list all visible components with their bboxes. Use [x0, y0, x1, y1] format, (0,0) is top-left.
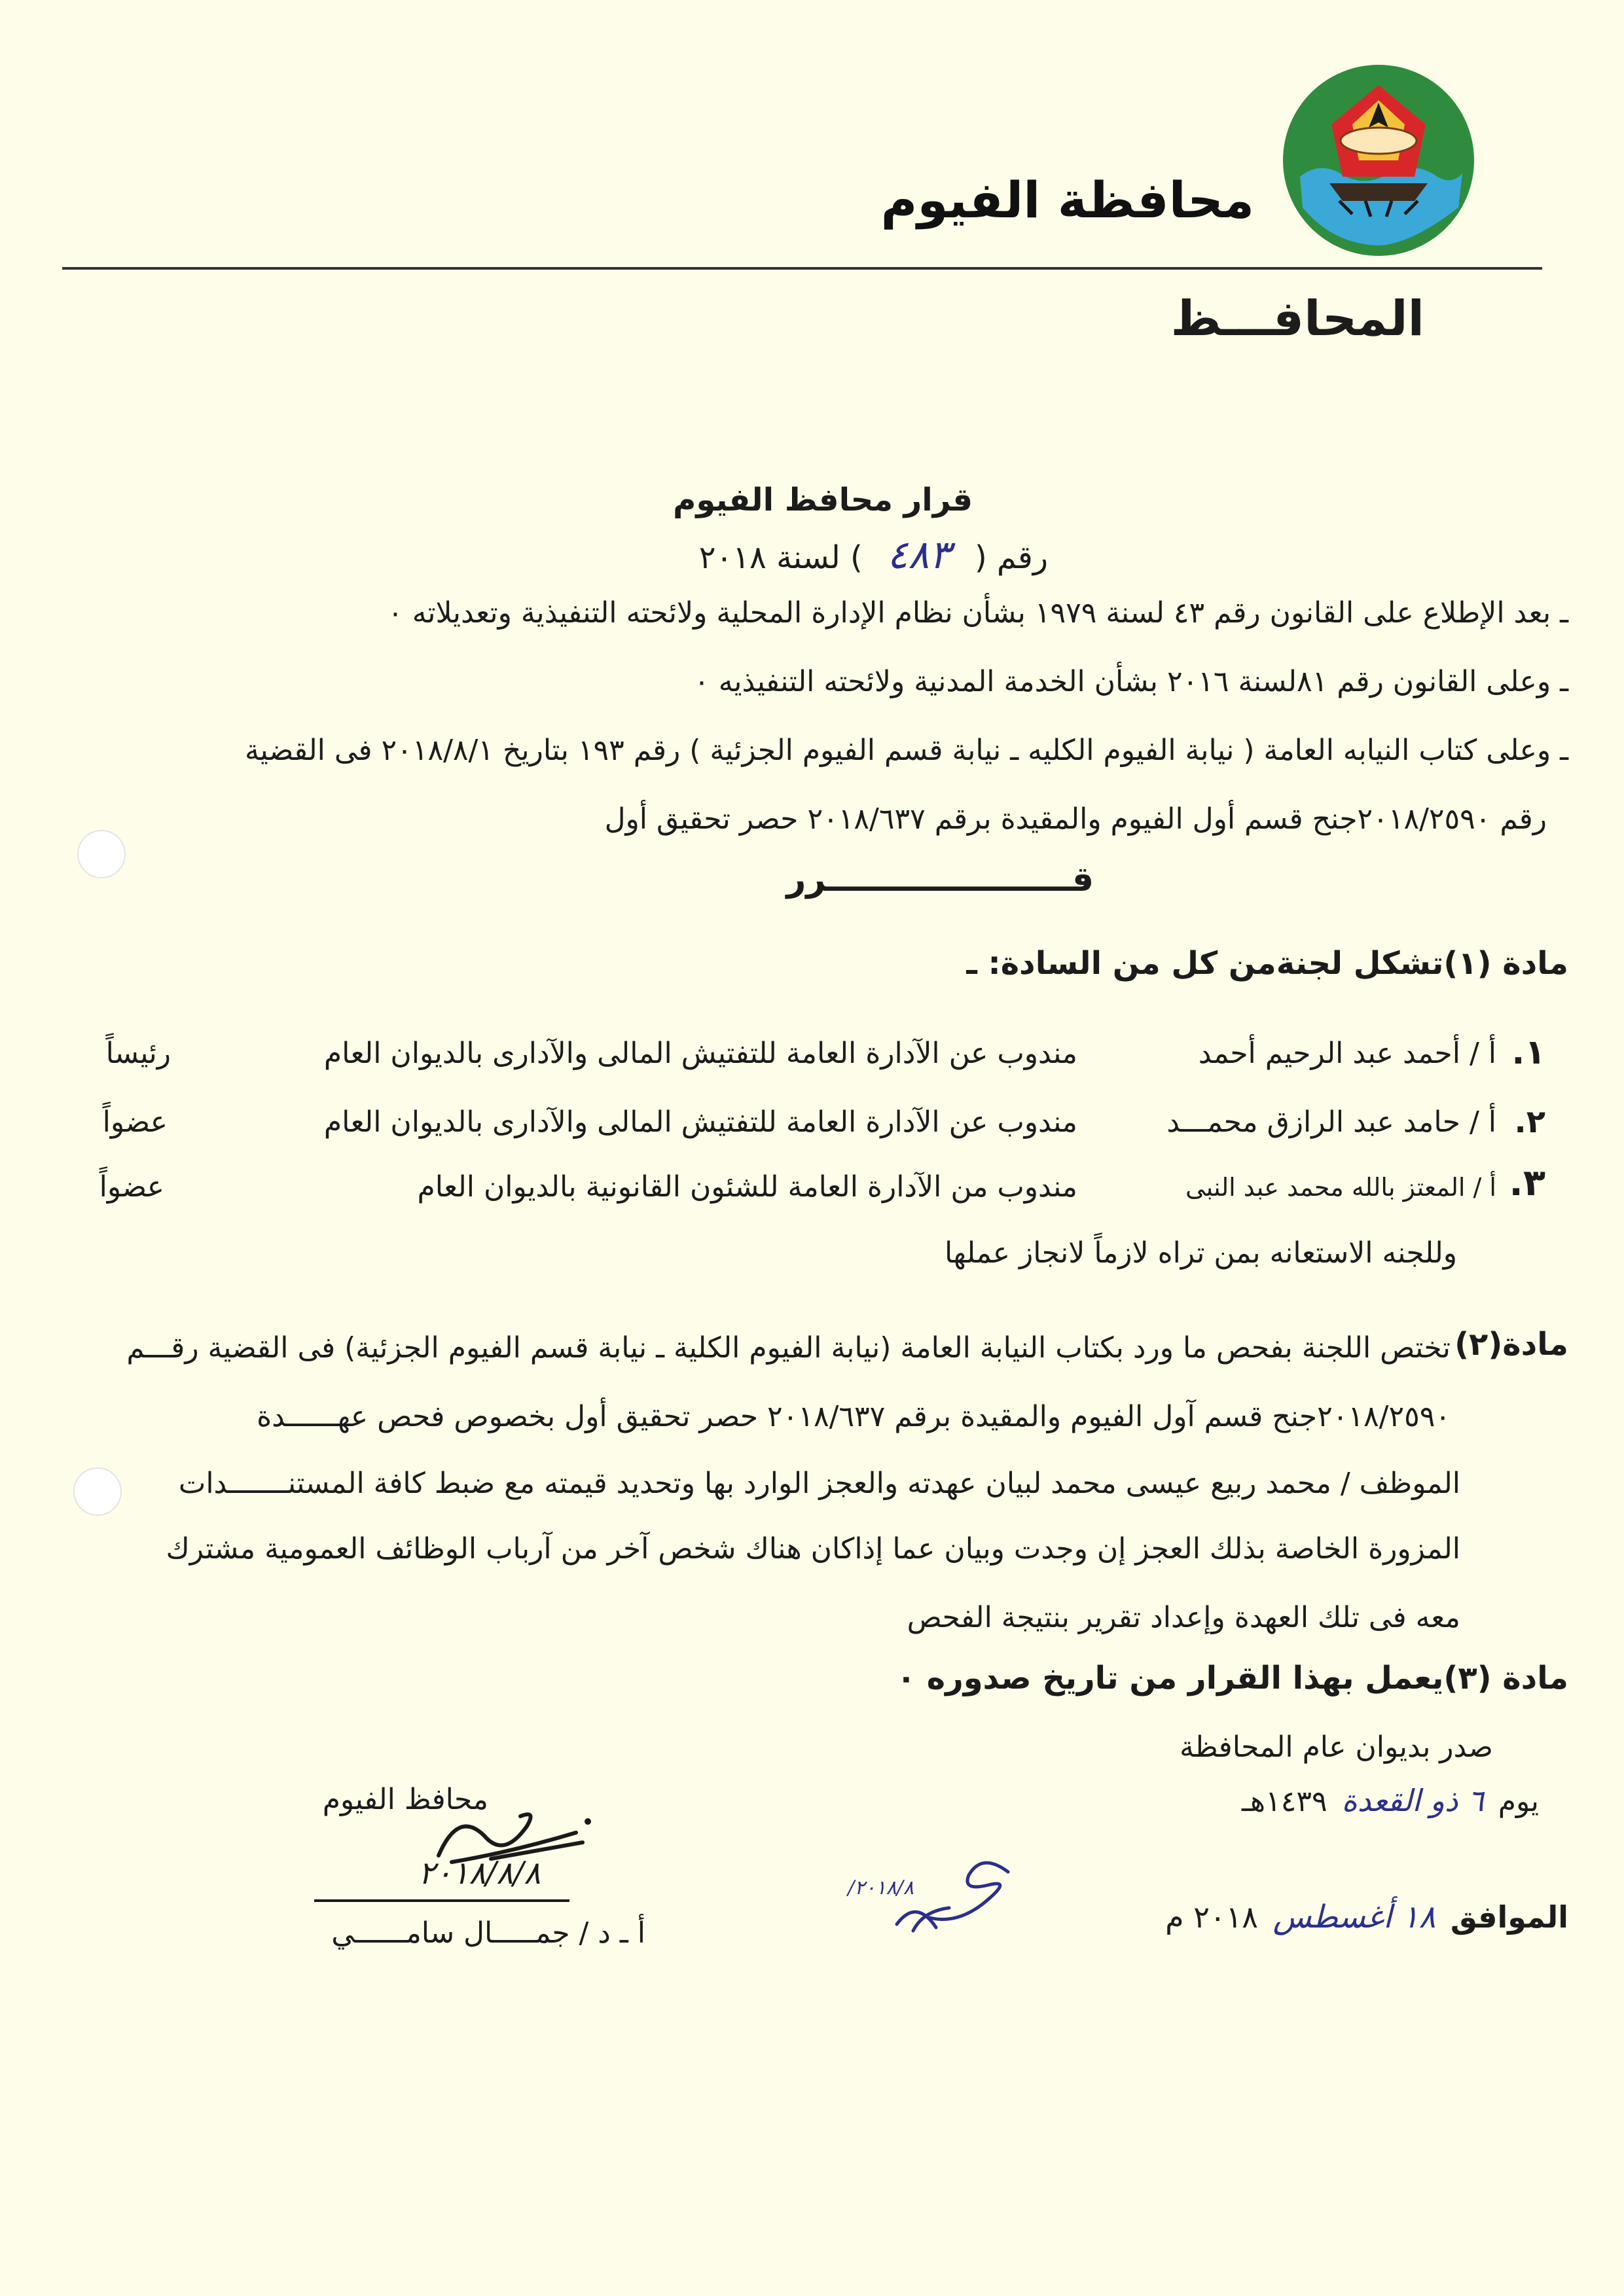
header-divider [62, 267, 1542, 270]
member-2-role: مندوب عن الآدارة العامة للتفتيش المالى والآدارى بالديوان العام [323, 1105, 1077, 1139]
governorate-logo [1280, 62, 1477, 259]
signature-date-handwritten: ٢٠١٨/٨/٨ [418, 1855, 541, 1892]
signatory-name: أ ـ د / جمـــــال سامــــــي [331, 1916, 645, 1950]
decree-word: قـــــــــــــــــــــرر [786, 860, 1094, 899]
article-2-line-1: تختص اللجنة بفحص ما ورد بكتاب النيابة العامة (نيابة الفيوم الكلية ـ نيابة قسم الفيوم الجزئية) فى القضية رقـــم [126, 1331, 1451, 1365]
preamble-line-1: ـ بعد الإطلاع على القانون رقم ٤٣ لسنة ١٩٧٩ بشأن نظام الإدارة المحلية ولائحته التنفيذية وتعديلاته ٠ [388, 596, 1568, 630]
initials-date: ٢٠١٨/٨/ [848, 1876, 914, 1899]
issuance-day-prefix: يوم [1498, 1785, 1539, 1818]
issuance-gregorian-handwritten: ١٨ أغسطس [1272, 1899, 1436, 1935]
decision-number-prefix: رقم ( [974, 539, 1048, 576]
punch-hole-top [77, 830, 126, 878]
issuance-day-handwritten: ٦ ذو القعدة [1341, 1783, 1484, 1818]
member-1-role: مندوب عن الآدارة العامة للتفتيش المالى والآدارى بالديوان العام [323, 1037, 1077, 1070]
article-2-line-5: معه فى تلك العهدة وإعداد تقرير بنتيجة الفحص [907, 1601, 1460, 1634]
article-2-line-4: المزورة الخاصة بذلك العجز إن وجدت وبيان عما إذاكان هناك شخص آخر من آرباب الوظائف العمومية مشترك [166, 1532, 1460, 1566]
issued-at: صدر بديوان عام المحافظة [1179, 1731, 1493, 1764]
member-3-number: ٣. [1509, 1162, 1545, 1204]
article-1-heading: مادة (١)تشكل لجنةمن كل من السادة: ـ [966, 945, 1568, 982]
preamble-line-3: ـ وعلى كتاب النيابه العامة ( نيابة الفيوم الكليه ـ نيابة قسم الفيوم الجزئية ) رقم ١٩٣ بتاريخ ٢٠١٨/٨/١ فى القضية [244, 734, 1568, 767]
member-2-name: أ / حامد عبد الرازق محمـــد [1166, 1105, 1496, 1139]
issuance-gregorian [1165, 1901, 1568, 1933]
article-2-line-3: الموظف / محمد ربيع عيسى محمد لبيان عهدته والعجز الوارد بها وتحديد قيمته مع ضبط كافة المستنـــــــدات [178, 1467, 1460, 1500]
decision-title: قرار محافظ الفيوم [673, 482, 973, 518]
office-heading: المحافـــظ [1170, 291, 1424, 347]
member-3-role: مندوب من الآدارة العامة للشئون القانونية بالديوان العام [417, 1170, 1077, 1204]
issuance-gregorian-year: ٢٠١٨ م [1165, 1899, 1259, 1935]
decision-number-handwritten: ٤٨٣ [886, 532, 950, 578]
issuance-day [1242, 1785, 1539, 1816]
member-2-position: عضواً [102, 1105, 168, 1139]
member-3-name: أ / المعتز بالله محمد عبد النبى [1185, 1173, 1496, 1202]
signatory-title: محافظ الفيوم [322, 1783, 488, 1816]
preamble-line-2: ـ وعلى القانون رقم ٨١لسنة ٢٠١٦ بشأن الخدمة المدنية ولائحته التنفيذيه ٠ [694, 665, 1568, 698]
governorate-name: محافظة الفيوم [880, 171, 1254, 229]
article-1-note: وللجنه الاستعانه بمن تراه لازماً لانجاز عملها [945, 1236, 1457, 1270]
issuance-corresponding-prefix: الموافق [1450, 1899, 1568, 1935]
decision-number [698, 532, 1048, 578]
member-3-position: عضواً [99, 1170, 164, 1204]
member-1-position: رئيساً [105, 1037, 171, 1070]
article-2-label: مادة(٢) [1454, 1326, 1568, 1363]
member-2-number: ٢. [1514, 1103, 1545, 1140]
member-1-number: ١. [1511, 1033, 1545, 1072]
article-2-line-2: ٢٠١٨/٢٥٩٠جنح قسم آول الفيوم والمقيدة برقم ٢٠١٨/٦٣٧ حصر تحقيق أول بخصوص فحص عهــــــدة [257, 1400, 1451, 1433]
punch-hole-bottom [73, 1467, 122, 1516]
article-3-text: مادة (٣)يعمل بهذا القرار من تاريخ صدوره ٠ [896, 1660, 1568, 1696]
decision-number-suffix: ) لسنة ٢٠١٨ [698, 539, 863, 576]
issuance-hijri-year: ١٤٣٩هـ [1241, 1785, 1327, 1818]
signature-underline [314, 1899, 569, 1902]
preamble-line-4: رقم ٢٠١٨/٢٥٩٠جنح قسم أول الفيوم والمقيدة برقم ٢٠١٨/٦٣٧ حصر تحقيق أول [604, 802, 1547, 836]
member-1-name: أ / أحمد عبد الرحيم أحمد [1198, 1037, 1496, 1070]
